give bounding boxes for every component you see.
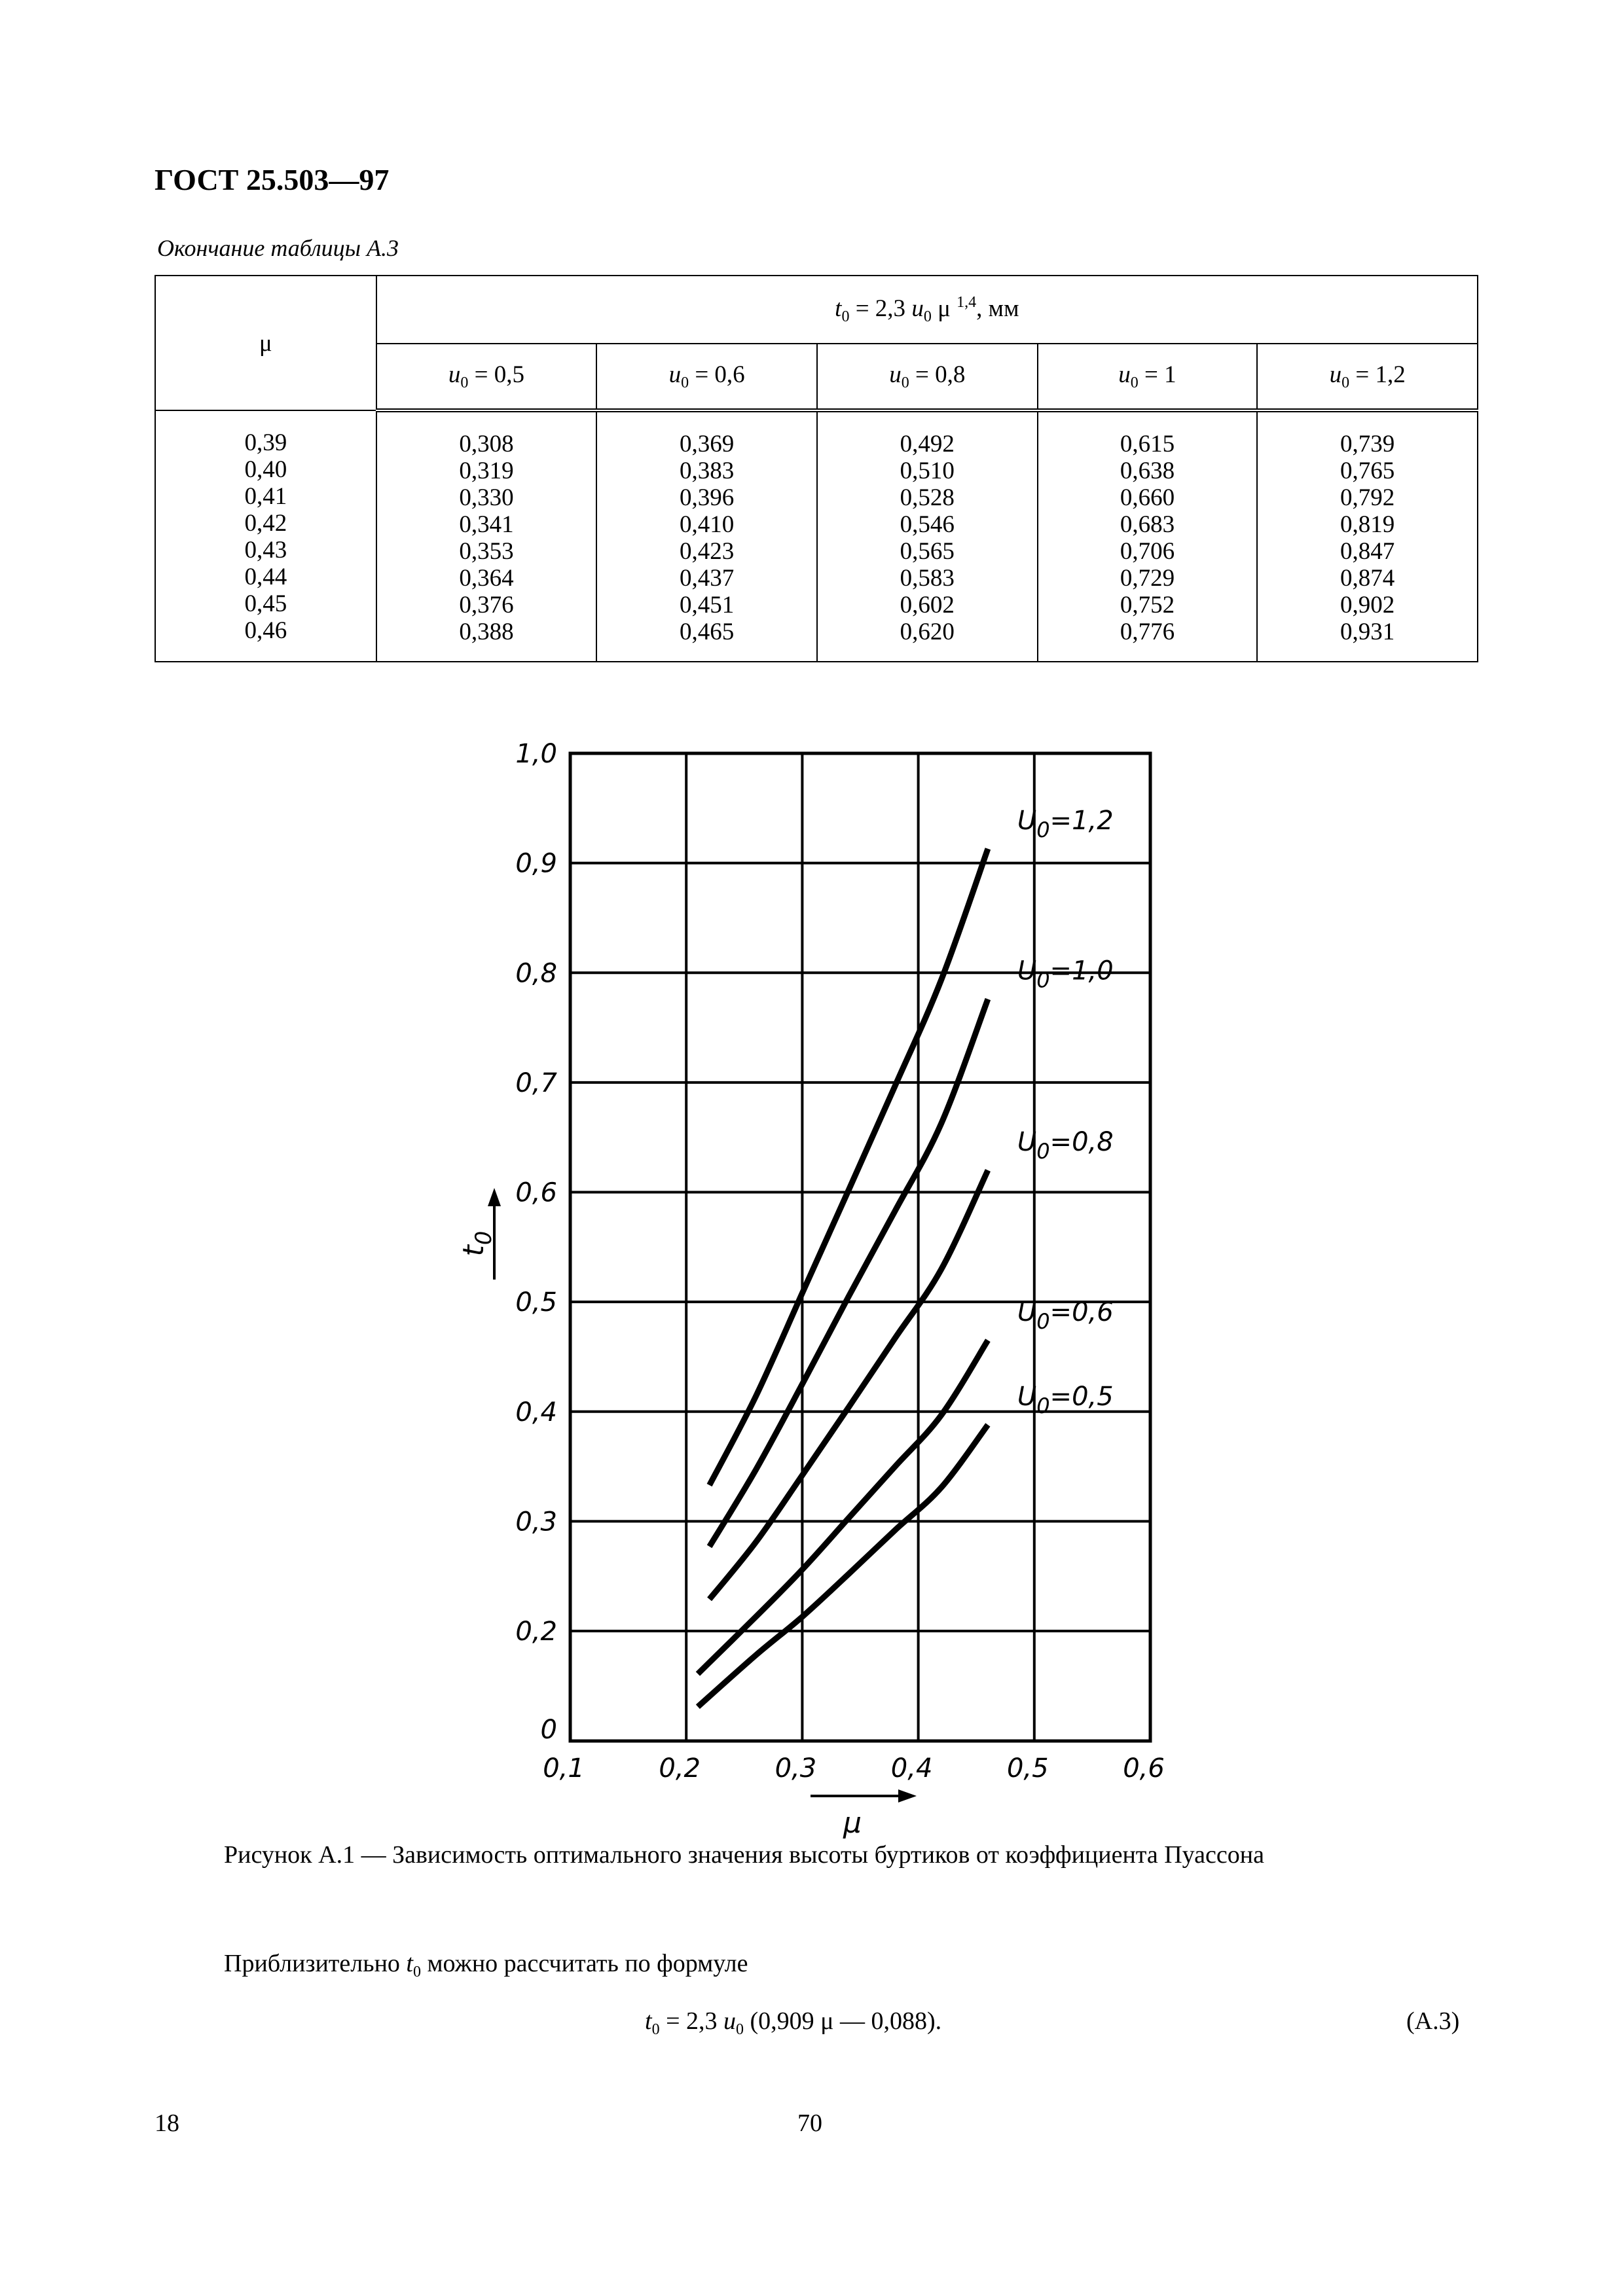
column-header-2: $u_0 = 0,8$ bbox=[817, 344, 1038, 410]
table-cell: 0,638 bbox=[1120, 457, 1175, 484]
table-cell: 0,364 bbox=[459, 565, 514, 592]
table-cell: 0,765 bbox=[1340, 457, 1395, 484]
formula-rest: (0,909 μ — 0,088). bbox=[744, 2007, 942, 2035]
column-header-0: $u_0 = 0,5$ bbox=[376, 344, 597, 410]
table-cell: 0,931 bbox=[1340, 619, 1395, 645]
x-axis-arrowhead bbox=[898, 1789, 917, 1803]
header-t: t bbox=[835, 295, 842, 322]
y-tick-label: 0,7 bbox=[515, 1067, 557, 1098]
approx-sub: 0 bbox=[412, 1964, 421, 1981]
table-cell: 0,40 bbox=[244, 456, 287, 483]
table-cell: 0,510 bbox=[900, 457, 955, 484]
table-cell: 0,583 bbox=[900, 565, 955, 592]
table-cell: 0,492 bbox=[900, 431, 955, 457]
table-cell: 0,565 bbox=[900, 538, 955, 565]
series-label: $U_0=0,8$ bbox=[1017, 1126, 1114, 1164]
table-cell: 0,39 bbox=[244, 429, 287, 456]
x-tick-label: 0,3 bbox=[775, 1753, 817, 1784]
table-cell: 0,451 bbox=[680, 592, 735, 619]
table-cell: 0,45 bbox=[244, 590, 287, 617]
y-tick-label: 0,8 bbox=[515, 958, 557, 989]
table-cell: 0,46 bbox=[244, 617, 287, 644]
table-cell: 0,437 bbox=[680, 565, 735, 592]
x-tick-label: 0,5 bbox=[1006, 1753, 1049, 1784]
table-cell: 0,776 bbox=[1120, 619, 1175, 645]
page-number-center: 70 bbox=[797, 2109, 822, 2137]
table-cell: 0,819 bbox=[1340, 511, 1395, 538]
table-cell: 0,369 bbox=[680, 431, 735, 457]
y-tick-label: 0,3 bbox=[515, 1507, 557, 1537]
x-axis-label: μ bbox=[843, 1806, 862, 1840]
table-cell: 0,44 bbox=[244, 564, 287, 590]
table-cell: 0,396 bbox=[680, 484, 735, 511]
table-cell: 0,41 bbox=[244, 483, 287, 510]
table-cell: 0,615 bbox=[1120, 431, 1175, 457]
table-cell: 0,874 bbox=[1340, 565, 1395, 592]
formula-u-sub: 0 bbox=[736, 2021, 744, 2038]
formula-t-sub: 0 bbox=[651, 2021, 660, 2038]
curve-4 bbox=[698, 1425, 988, 1707]
table-cell: 0,388 bbox=[459, 619, 514, 645]
series-label: $U_0=0,6$ bbox=[1017, 1297, 1114, 1334]
table-cell: 0,42 bbox=[244, 510, 287, 537]
header-t-sub: 0 bbox=[841, 308, 850, 325]
y-tick-label: 0,6 bbox=[515, 1177, 557, 1208]
series-label: $U_0=1,2$ bbox=[1017, 805, 1114, 842]
y-tick-label: 0,9 bbox=[515, 848, 557, 879]
header-unit: , мм bbox=[976, 295, 1019, 322]
table-cell: 0,792 bbox=[1340, 484, 1395, 511]
plot-frame bbox=[570, 753, 1150, 1741]
table-cell: 0,43 bbox=[244, 537, 287, 564]
column-header-1: $u_0 = 0,6$ bbox=[596, 344, 817, 410]
table-cell: 0,376 bbox=[459, 592, 514, 619]
y-tick-label: 0,2 bbox=[515, 1617, 557, 1647]
approx-post: можно рассчитать по формуле bbox=[420, 1950, 748, 1977]
table-cell: 0,902 bbox=[1340, 592, 1395, 619]
table-cell: 0,660 bbox=[1120, 484, 1175, 511]
table-cell: 0,330 bbox=[459, 484, 514, 511]
formula-u: u bbox=[723, 2007, 736, 2035]
table-cell: 0,308 bbox=[459, 431, 514, 457]
header-u: u bbox=[911, 295, 924, 322]
document-title: ГОСТ 25.503—97 bbox=[155, 163, 390, 196]
table-cell: 0,528 bbox=[900, 484, 955, 511]
header-eq: = 2,3 bbox=[849, 295, 912, 322]
series-label: $U_0=1,0$ bbox=[1017, 956, 1114, 993]
table-cell: 0,602 bbox=[900, 592, 955, 619]
x-tick-label: 0,1 bbox=[543, 1753, 585, 1784]
page-number-left: 18 bbox=[155, 2109, 179, 2137]
header-u-sub: 0 bbox=[923, 308, 932, 325]
curve-2 bbox=[710, 1170, 988, 1599]
column-header-4: $u_0 = 1,2$ bbox=[1257, 344, 1478, 410]
formula-number: (А.3) bbox=[1406, 2007, 1460, 2035]
table-cell: 0,729 bbox=[1120, 565, 1175, 592]
figure-caption: Рисунок А.1 — Зависимость оптимального значения высоты буртиков от коэффициента Пуассона bbox=[224, 1841, 1264, 1869]
y-axis-arrowhead bbox=[488, 1188, 501, 1206]
header-mu: μ bbox=[931, 295, 957, 322]
table-cell: 0,353 bbox=[459, 538, 514, 565]
table-cell: 0,752 bbox=[1120, 592, 1175, 619]
x-tick-label: 0,2 bbox=[659, 1753, 701, 1784]
table-cell: 0,847 bbox=[1340, 538, 1395, 565]
approx-t: t bbox=[406, 1950, 413, 1977]
x-tick-label: 0,6 bbox=[1123, 1753, 1165, 1784]
table-caption: Окончание таблицы А.3 bbox=[157, 235, 399, 261]
series-label: $U_0=0,5$ bbox=[1017, 1381, 1114, 1418]
table-cell: 0,383 bbox=[680, 457, 735, 484]
table-cell: 0,546 bbox=[900, 511, 955, 538]
y-tick-label: 0,5 bbox=[515, 1287, 557, 1318]
curve-0 bbox=[710, 849, 988, 1485]
y-tick-label: 1,0 bbox=[515, 739, 557, 769]
table-cell: 0,341 bbox=[459, 511, 514, 538]
table-cell: 0,410 bbox=[680, 511, 735, 538]
mu-header: μ bbox=[259, 329, 272, 357]
x-tick-label: 0,4 bbox=[890, 1753, 933, 1784]
approx-pre: Приблизительно bbox=[224, 1950, 407, 1977]
curve-3 bbox=[698, 1340, 988, 1674]
table-cell: 0,319 bbox=[459, 457, 514, 484]
formula-mid: = 2,3 bbox=[659, 2007, 723, 2035]
table-cell: 0,620 bbox=[900, 619, 955, 645]
table-cell: 0,739 bbox=[1340, 431, 1395, 457]
table-cell: 0,465 bbox=[680, 619, 735, 645]
table-cell: 0,423 bbox=[680, 538, 735, 565]
table-cell: 0,683 bbox=[1120, 511, 1175, 538]
table-cell: 0,706 bbox=[1120, 538, 1175, 565]
approx-text bbox=[224, 1949, 748, 1981]
y-tick-label: 0,4 bbox=[515, 1397, 557, 1427]
column-header-3: $u_0 = 1$ bbox=[1038, 344, 1258, 410]
header-exp: 1,4 bbox=[957, 293, 977, 311]
formula bbox=[645, 2007, 941, 2039]
formula-t: t bbox=[645, 2007, 652, 2035]
y-axis-label bbox=[457, 1231, 497, 1257]
y-tick-label: 0 bbox=[540, 1715, 557, 1745]
svg-text:t0: $t_0$ bbox=[457, 1230, 497, 1257]
